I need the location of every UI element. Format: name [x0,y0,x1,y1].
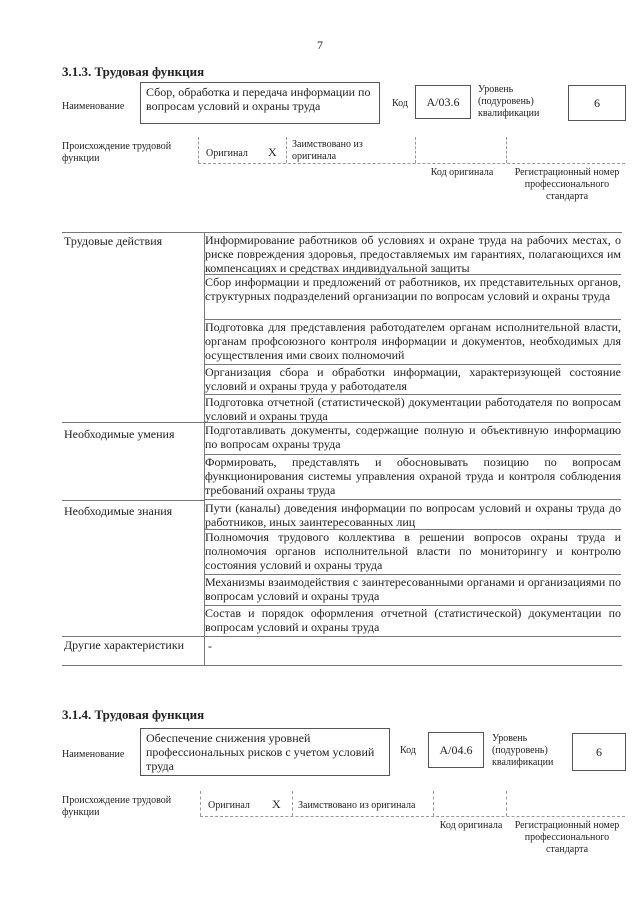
origin-divider [506,137,507,163]
original-label: Оригинал [208,800,250,811]
knowledge-item: Механизмы взаимодействия с заинтересованными органами и организациями по вопросам условий и охраны труда [205,575,621,606]
labor-action-item: Подготовка отчетной (статистической) документации работодателя по вопросам условий и охраны труда [205,395,621,423]
table-row-divider [62,636,205,637]
level-label: Уровень (подуровень) квалификации [478,84,540,119]
origin-divider [198,137,199,163]
code-label: Код [392,98,408,109]
level-value: 6 [594,95,600,110]
code-value: А/03.6 [426,94,460,109]
section-title: 3.1.3. Трудовая функция [62,64,205,79]
origin-divider [200,791,201,816]
function-name: Обеспечение снижения уровней профессиональных рисков с учетом условий труда [146,731,375,773]
skill-item: Формировать, представлять и обосновывать позицию по вопросам функционирования системы управления охраной труда и контроля соблюдения требований охраны труда [205,455,621,500]
table-row-divider [62,422,205,423]
origin-label: Происхождение трудовой функции [62,141,172,164]
origin-line [200,816,625,817]
knowledge-label: Необходимые знания [64,504,173,518]
origin-divider [506,791,507,816]
labor-action-item: Информирование работников об условиях и охране труда на рабочих местах, о риске повреждения здоровья, предоставляемых им гарантиях, полагающихся им компенсациях и средствах индивидуальной защиты [205,233,621,275]
origin-label: Происхождение трудовой функции [62,795,172,818]
function-name: Сбор, обработка и передача информации по вопросам условий и охраны труда [146,85,371,113]
origin-divider [433,791,434,816]
reg-number-caption: Регистрационный номер профессионального стандарта [514,820,620,855]
name-label: Наименование [62,749,125,760]
table-bottom-border [62,665,622,666]
level-value: 6 [596,744,602,759]
knowledge-item: Состав и порядок оформления отчетной (статистической) документации по вопросам условий и охраны труда [205,606,621,637]
reg-number-caption: Регистрационный номер профессионального стандарта [514,167,620,202]
labor-actions-label: Трудовые действия [64,234,163,248]
original-mark: X [272,797,281,811]
labor-action-item: Организация сбора и обработки информации, характеризующей состояние условий и охраны труда у работодателя [205,365,621,393]
table-row-divider [62,500,205,501]
knowledge-item: Пути (каналы) доведения информации по вопросам условий и охраны труда до работников, иных заинтересованных лиц [205,501,621,529]
section-title: 3.1.4. Трудовая функция [62,707,205,722]
level-label: Уровень (подуровень) квалификации [492,733,554,768]
skill-item: Подготавливать документы, содержащие полную и объективную информацию по вопросам охраны труда [205,423,621,455]
name-label: Наименование [62,101,125,112]
code-value: А/04.6 [439,742,473,757]
code-box [428,732,484,768]
level-box [568,85,626,121]
function-name-box [140,728,390,776]
code-label: Код [400,745,416,756]
skills-label: Необходимые умения [64,427,175,441]
origin-divider [415,137,416,163]
labor-action-item: Подготовка для представления работодателем органам исполнительной власти, органам профсоюзного контроля информации и документов, необходимых для осуществления ими своих полномочий [205,320,621,365]
code-original-caption: Код оригинала [430,167,494,178]
code-box [415,85,471,119]
level-box [572,733,626,771]
code-original-caption: Код оригинала [439,820,503,831]
origin-divider [292,791,293,816]
other-value: - [208,639,212,653]
origin-line [198,163,625,164]
page-number: 7 [317,38,323,52]
borrowed-label: Заимствовано из оригинала [292,139,363,162]
function-name-box [140,82,380,124]
knowledge-item: Полномочия трудового коллектива в решении вопросов охраны труда и полномочия органов исполнительной власти по мониторингу и контролю состояния условий и охраны труда [205,530,621,575]
origin-divider [286,137,287,163]
original-label: Оригинал [206,148,248,159]
borrowed-label: Заимствовано из оригинала [298,800,416,811]
original-mark: X [268,145,277,159]
other-label: Другие характеристики [64,638,185,652]
labor-action-item: Сбор информации и предложений от работников, их представительных органов, структурных подразделений организации по вопросам условий и охраны труда [205,275,621,320]
